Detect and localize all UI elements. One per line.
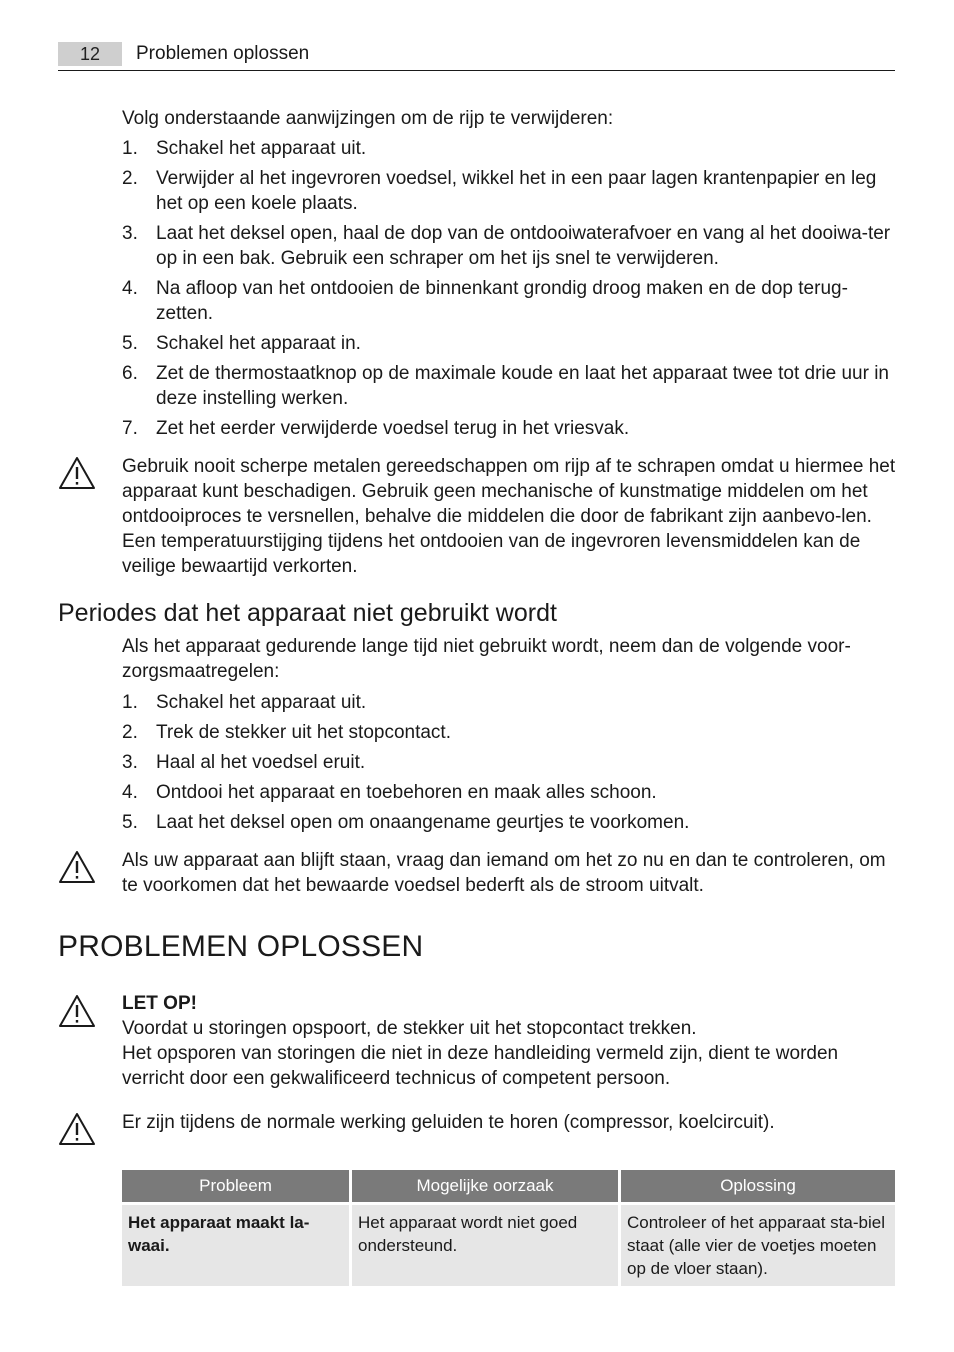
list-item-number: 4. [122,278,138,299]
list-item-text: Trek de stekker uit het stopcontact. [156,722,451,743]
running-section-title: Problemen oplossen [136,43,310,64]
list-item-text: Haal al het voedsel eruit. [156,752,366,773]
page-number: 12 [58,42,122,66]
column-header-problem: Probleem [122,1170,351,1204]
defrost-step [122,136,897,161]
caution-line-2: Het opsporen van storingen die niet in deze handleiding vermeld zijn, dient te worden verricht door een gekwalificeerd technicus of competent persoon. [122,1043,839,1089]
defrost-step [122,416,897,441]
list-item-text: Zet de thermostaatknop op de maximale koude en laat het apparaat twee tot drie uur in deze instelling werken. [156,363,890,409]
column-header-cause: Mogelijke oorzaak [351,1170,620,1204]
periods-step [122,780,897,805]
periods-intro: Als het apparaat gedurende lange tijd niet gebruikt wordt, neem dan de volgende voor-zorgsmaatregelen: [122,636,851,682]
list-item-number: 7. [122,418,138,439]
list-item-text: Schakel het apparaat uit. [156,692,367,713]
periods-warning-text: Als uw apparaat aan blijft staan, vraag dan iemand om het zo nu en dan te controleren, om te voorkomen dat het bewaarde voedsel bederft als de stroom uitvalt. [122,850,886,896]
table-cell-problem: Het apparaat maakt la-waai. [122,1204,351,1287]
defrost-steps-list [122,136,897,446]
periods-step [122,690,897,715]
page-header [58,40,895,71]
list-item-text: Verwijder al het ingevroren voedsel, wikkel het in een paar lagen krantenpapier en leg het op een koele plaats. [156,168,877,214]
list-item-number: 3. [122,752,138,773]
warning-icon [58,1112,96,1146]
periods-steps-list [122,690,897,840]
column-header-solution: Oplossing [620,1170,896,1204]
list-item-number: 1. [122,138,138,159]
list-item-number: 2. [122,722,138,743]
table-cell-solution: Controleer of het apparaat sta-biel staat (alle vier de voetjes moeten op de vloer staan). [620,1204,896,1287]
table-row [122,1204,895,1287]
list-item-text: Na afloop van het ontdooien de binnenkant grondig droog maken en de dop terug-zetten. [156,278,848,324]
defrost-intro: Volg onderstaande aanwijzingen om de rijp te verwijderen: [122,108,614,129]
defrost-step [122,331,897,356]
caution-line-1: Voordat u storingen opspoort, de stekker uit het stopcontact trekken. [122,1018,697,1039]
periods-step [122,810,897,835]
list-item-number: 5. [122,812,138,833]
caution-title: LET OP! [122,993,197,1014]
warning-icon [58,850,96,884]
defrost-step [122,276,897,326]
periods-heading: Periodes dat het apparaat niet gebruikt wordt [58,599,557,627]
periods-step [122,750,897,775]
troubleshooting-table [122,1170,895,1286]
list-item-number: 6. [122,363,138,384]
list-item-text: Zet het eerder verwijderde voedsel terug in het vriesvak. [156,418,630,439]
list-item-number: 4. [122,782,138,803]
noise-note: Er zijn tijdens de normale werking geluiden te horen (compressor, koelcircuit). [122,1112,775,1133]
warning-icon [58,456,96,490]
list-item-text: Schakel het apparaat uit. [156,138,367,159]
defrost-step [122,221,897,271]
defrost-step [122,166,897,216]
list-item-number: 3. [122,223,138,244]
list-item-number: 1. [122,692,138,713]
list-item-text: Laat het deksel open om onaangename geurtjes te voorkomen. [156,812,690,833]
periods-step [122,720,897,745]
defrost-warning-text: Gebruik nooit scherpe metalen gereedschappen om rijp af te schrapen omdat u hiermee het apparaat kunt beschadigen. Gebruik geen mechanische of kunstmatige middelen om het ontdooiproces te versnellen, behalve die middelen die door de fabrikant zijn aanbevo-len. Een temperatuurstijging tijdens het ontdooien van de ingevroren levensmiddelen kan de veilige bewaartijd verkorten. [122,456,896,577]
table-cell-cause: Het apparaat wordt niet goed ondersteund. [351,1204,620,1287]
defrost-step [122,361,897,411]
list-item-number: 2. [122,168,138,189]
list-item-text: Ontdooi het apparaat en toebehoren en maak alles schoon. [156,782,657,803]
list-item-text: Schakel het apparaat in. [156,333,361,354]
troubleshooting-heading: PROBLEMEN OPLOSSEN [58,930,424,963]
list-item-number: 5. [122,333,138,354]
warning-icon [58,994,96,1028]
table-header-row [122,1170,895,1204]
list-item-text: Laat het deksel open, haal de dop van de ontdooiwaterafvoer en vang al het dooiwa-ter op in een bak. Gebruik een schraper om het ijs snel te verwijderen. [156,223,891,269]
caution-block [122,991,897,1091]
